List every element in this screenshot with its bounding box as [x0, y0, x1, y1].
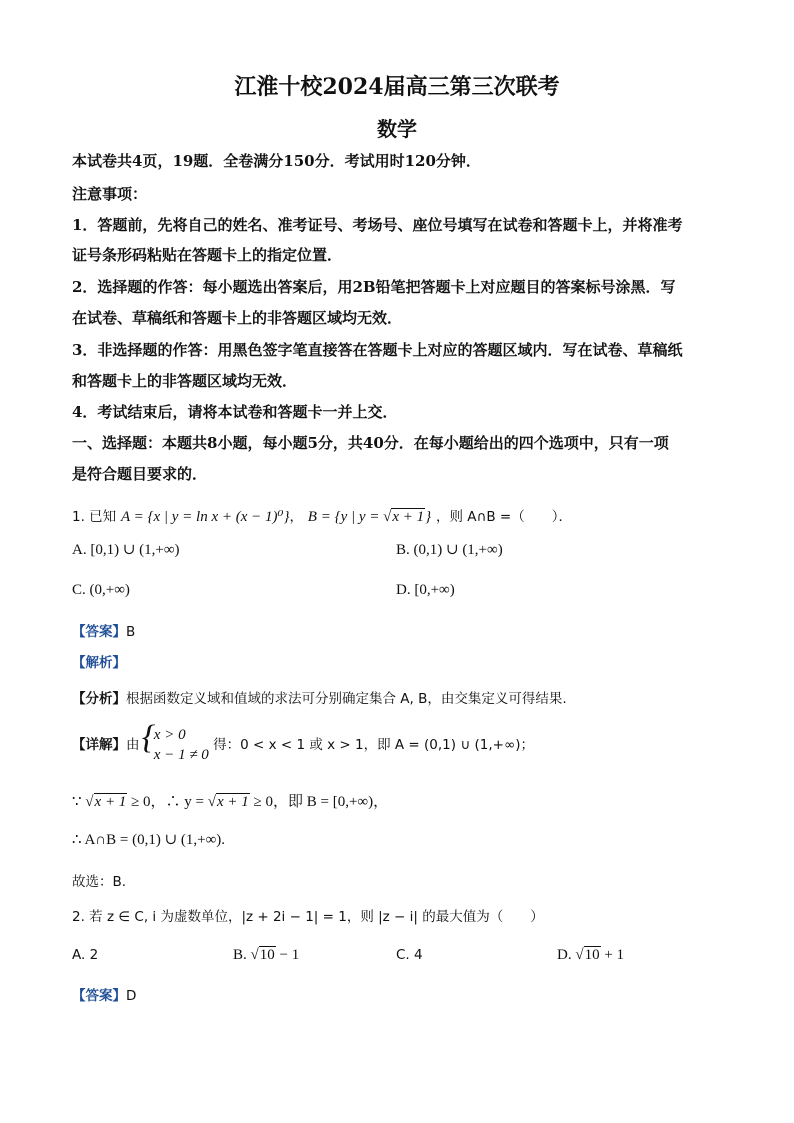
note-2a: 2．选择题的作答：每小题选出答案后，用2B铅笔把答题卡上对应题目的答案标号涂黑．写: [72, 278, 676, 296]
q1-option-c: C. (0,+∞): [72, 582, 130, 598]
option-d-tail: + 1: [600, 947, 625, 963]
q1-option-a: A. [0,1) ∪ (1,+∞): [72, 542, 180, 558]
set-b-lead: B = {y | y =: [307, 509, 384, 525]
step-2-radicand-2: x + 1: [217, 794, 249, 810]
q1-analysis: [72, 651, 126, 671]
xiangjie-you: 由: [126, 737, 140, 753]
question-1-ask: ，则 A∩B =（ ）．: [435, 509, 572, 525]
question-1-prefix: 1. 已知: [72, 509, 117, 525]
set-b: B = {y | y = √x + 1}: [307, 509, 432, 525]
note-1a: 1．答题前，先将自己的姓名、准考证号、考场号、座位号填写在试卷和答题卡上，并将准考: [72, 216, 683, 234]
subject-title: 数学: [377, 117, 417, 141]
note-1b: 证号条形码粘贴在答题卡上的指定位置．: [72, 246, 343, 264]
q1-option-b: B. (0,1) ∪ (1,+∞): [396, 542, 503, 558]
q1-xiangjie: [72, 719, 534, 765]
option-b-tail: − 1: [275, 947, 300, 963]
exam-summary: 本试卷共4页，19题．全卷满分150分．考试用时120分钟．: [72, 152, 481, 170]
note-3a: 3．非选择题的作答：用黑色签字笔直接答在答题卡上对应的答题区域内．写在试卷、草稿纸: [72, 341, 683, 359]
set-b-tail: }: [425, 509, 432, 525]
section-heading-a: 一、选择题：本题共8小题，每小题5分，共40分．在每小题给出的四个选项中，只有一项: [72, 434, 669, 452]
q1-fenxi: [72, 687, 567, 707]
condition-1: x > 0: [153, 727, 186, 743]
fenxi-tag: 【分析】: [72, 691, 126, 707]
section-heading-b: 是符合题目要求的．: [72, 465, 208, 483]
xiangjie-tag: 【详解】: [72, 737, 126, 753]
left-brace: {: [141, 719, 156, 756]
fenxi-text: 根据函数定义域和值域的求法可分别确定集合 A, B，由交集定义可得结果.: [126, 691, 567, 707]
option-b-lead: B.: [233, 947, 251, 963]
q1-answer: [72, 620, 135, 640]
q1-step-2: ∵ √x + 1 ≥ 0，∴ y = √x + 1 ≥ 0，即 B = [0,+∞)，: [72, 794, 389, 810]
q2-option-c: C. 4: [396, 947, 423, 963]
xiangjie-result: 得：0 < x < 1 或 x > 1，即 A = (0,1) ∪ (1,+∞)；: [213, 737, 534, 753]
analysis-tag: 【解析】: [72, 655, 126, 671]
option-b-radicand: 10: [259, 947, 275, 963]
answer-tag: 【答案】: [72, 624, 126, 640]
option-d-radicand: 10: [584, 947, 600, 963]
answer-tag: 【答案】: [72, 988, 126, 1004]
step-2-tail: ≥ 0，即 B = [0,+∞)，: [249, 794, 389, 810]
question-1-stem: [72, 505, 572, 526]
q1-choose: 故选：B.: [72, 874, 127, 890]
note-2b: 在试卷、草稿纸和答题卡上的非答题区域均无效．: [72, 309, 403, 327]
set-a: A = {x | y = ln x + (x − 1)⁰}: [120, 509, 290, 525]
condition-2: x − 1 ≠ 0: [153, 747, 209, 763]
step-2-radicand: x + 1: [94, 794, 127, 810]
note-4: 4．考试结束后，请将本试卷和答题卡一并上交．: [72, 403, 398, 421]
option-d-lead: D.: [557, 947, 576, 963]
comma: ，: [289, 509, 304, 525]
note-3b: 和答题卡上的非答题区域均无效．: [72, 372, 298, 390]
notes-heading: 注意事项：: [72, 185, 148, 203]
step-2-lead: ∵: [72, 794, 86, 810]
q2-option-a: A. 2: [72, 947, 99, 963]
set-b-radicand: x + 1: [392, 509, 425, 525]
answer-value: B: [126, 624, 136, 640]
step-2-mid: ≥ 0，∴ y =: [127, 794, 208, 810]
answer-value: D: [126, 988, 137, 1004]
q1-option-d: D. [0,+∞): [396, 582, 455, 598]
condition-system: [141, 719, 209, 765]
q2-option-d: D. √10 + 1: [557, 947, 625, 963]
q2-option-b: B. √10 − 1: [233, 947, 300, 963]
q2-answer: [72, 984, 136, 1004]
exam-title: 江淮十校2024届高三第三次联考: [234, 74, 560, 100]
question-2-stem: 2. 若 z ∈ C, i 为虚数单位，|z + 2i − 1| = 1，则 |z − i| 的最大值为（ ）: [72, 909, 544, 925]
q1-step-3: ∴ A∩B = (0,1) ∪ (1,+∞).: [72, 832, 226, 848]
